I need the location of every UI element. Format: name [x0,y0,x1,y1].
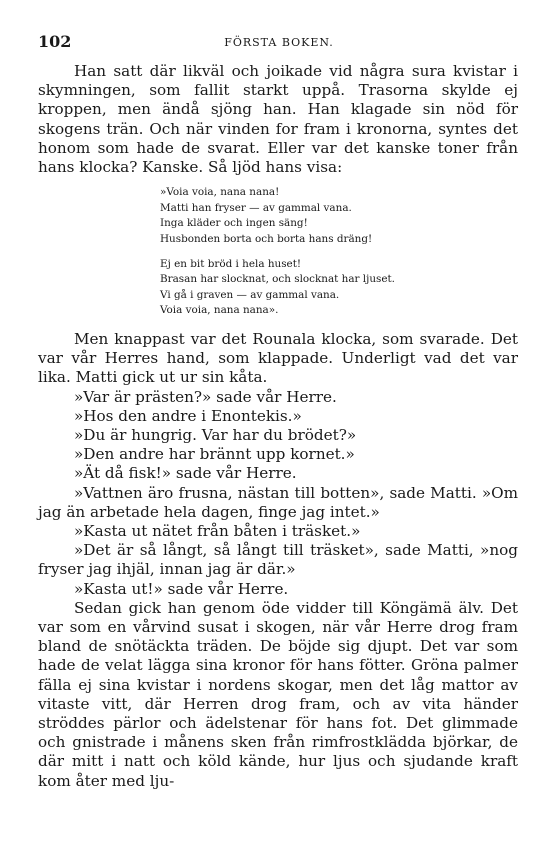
paragraph-kongama: Sedan gick han genom öde vidder till Köngämä älv. Det var som en vårvind susat i skogen, när vår Herre drog fram bland de snötäckta träden. De böjde sig djupt. Det var som hade de velat lägga sina kronor för hans fötter. Gröna palmer fälla ej sina kvistar i nordens skogar, men det låg mattor av vitaste vitt, där Herren drog fram, och av vita händer ströddes pärlor och ädelstenar för hans fot. Det glimmade och gnistrade i månens sken från rimfrostklädda björkar, de där mitt i natt och köld kände, hur ljus och sjudande kraft kom åter med lju- [38,598,518,790]
paragraph-intro: Han satt där likväl och joikade vid några sura kvistar i skymningen, som fallit starkt uppå. Trasorna skylde ej kroppen, men ändå sjöng han. Han klagade sin nöd för skogens trän. Och när vinden for fram i kronorna, syntes det honom som hade de svarat. Eller var det kanske toner från hans klocka? Kanske. Så ljöd hans visa: [38,62,518,177]
dialogue-line: »Kasta ut!» sade vår Herre. [74,579,289,598]
running-title: FÖRSTA BOKEN. [224,36,334,49]
dialogue-line: »Hos den andre i Enontekis.» [74,406,302,425]
page-header [38,32,520,52]
verse-line: Ej en bit bröd i hela huset! [160,257,302,270]
dialogue-line: »Var är prästen?» sade vår Herre. [74,387,337,406]
dialogue-line: »Du är hungrig. Var har du brödet?» [74,425,357,444]
verse-line: Matti han fryser — av gammal vana. [160,201,352,214]
verse-line: Brasan har slocknat, och slocknat har ljuset. [160,273,395,286]
page-body [38,62,518,791]
verse-line: »Voia voia, nana nana! [160,186,280,199]
verse-stanza-2 [160,257,518,319]
dialogue-line: »Ät då fisk!» sade vår Herre. [74,464,297,483]
verse-line: Voia voia, nana nana». [160,304,279,317]
paragraph-klocka: Men knappast var det Rounala klocka, som svarade. Det var vår Herres hand, som klappade. Underligt vad det var lika. Matti gick ut ur sin kåta. [38,329,518,387]
page-number: 102 [38,32,72,51]
dialogue-line: »Det är så långt, så långt till träsket», sade Matti, »nog fryser jag ihjäl, innan jag är där.» [38,541,518,579]
dialogue-line: »Vattnen äro frusna, nästan till botten», sade Matti. »Om jag än arbetade hela dagen, finge jag intet.» [38,483,518,521]
verse-block [160,185,518,319]
verse-stanza-1 [160,185,518,247]
dialogue-line: »Den andre har brännt upp kornet.» [74,445,355,464]
verse-line: Vi gå i graven — av gammal vana. [160,288,340,301]
verse-line: Husbonden borta och borta hans dräng! [160,233,373,245]
verse-line: Inga kläder och ingen säng! [160,217,308,230]
dialogue-line: »Kasta ut nätet från båten i träsket.» [74,522,361,540]
